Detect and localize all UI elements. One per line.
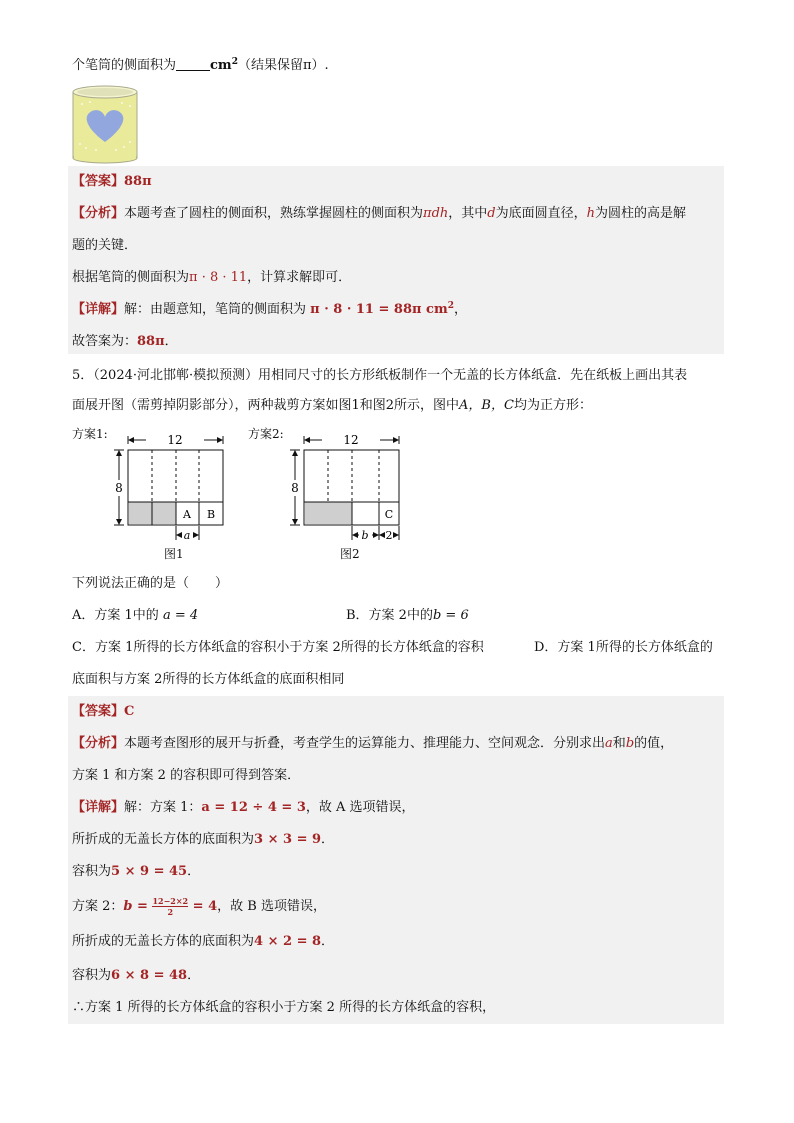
q4-analysis: 【分析】本题考查了圆柱的侧面积，熟练掌握圆柱的侧面积为πdh，其中d为底面圆直径，h为圆柱的高是解 [72,206,687,221]
fraction: $\frac{12-2\times 2}{2}$ [152,896,189,917]
q5-analysis-line2: 方案 1 和方案 2 的容积即可得到答案． [72,768,301,783]
q5-question: 下列说法正确的是（ ） [72,576,229,591]
figure2-width-label: 12 [343,433,359,447]
q5-detail-line5: 所折成的无盖长方体的底面积为4 × 2 = 8． [72,934,335,949]
figure1-scheme-label: 方案1: [72,427,108,441]
option-a: A．方案 1中的 a = 4 [72,608,199,623]
q4-question-line: 个笔筒的侧面积为 $cm^2$（结果保留π）. [72,57,329,73]
figure1-diagram [108,430,238,562]
q4-analysis-line2: 题的关键． [72,238,138,253]
figure2-height-label: 8 [291,481,299,495]
figure2-scheme-label: 方案2: [248,427,284,441]
figure2-caption: 图2 [340,547,360,561]
q5-detail-line3: 容积为5 × 9 = 45． [72,864,201,879]
q5-analysis: 【分析】本题考查图形的展开与折叠，考查学生的运算能力、推理能力、空间观念．分别求出a和b的值， [72,736,674,751]
answer-blank [176,57,210,71]
q4-analysis-line3: 根据笔筒的侧面积为π · 8 · 11，计算求解即可． [72,270,352,285]
option-b: B．方案 2中的b = 6 [346,608,469,623]
pen-holder-image [72,84,138,164]
figure1-height-label: 8 [115,481,123,495]
square-a-label: A [183,508,191,521]
option-c: C．方案 1所得的长方体纸盒的容积小于方案 2所得的长方体纸盒的容积 [72,640,484,655]
q4-detail: 【详解】解：由题意知，笔筒的侧面积为 π · 8 · 11 = 88π $cm^2$， [72,301,467,317]
figure2-diagram [284,430,414,562]
q5-answer: 【答案】C [72,704,135,719]
square-c-label: C [384,508,394,521]
q5-detail-line4: 方案 2：b = $\frac{12-2\times 2}{2}$ = 4，故 B 选项错误， [72,896,326,917]
q5-stem-line1: 5．（2024·河北邯郸·模拟预测）用相同尺寸的长方形纸板制作一个无盖的长方体纸盒．先在纸板上画出其表 [72,368,688,383]
q4-answer: 【答案】88π [72,174,152,189]
dimension-a-label: a [183,529,191,542]
q5-detail-line6: 容积为6 × 8 = 48． [72,968,201,983]
q4-solution-block [68,166,724,354]
figure1-width-label: 12 [167,433,183,447]
q5-conclusion: ∴方案 1 所得的长方体纸盒的容积小于方案 2 所得的长方体纸盒的容积， [72,1000,496,1015]
q5-stem-line2: 面展开图（需剪掉阴影部分），两种裁剪方案如图1和图2所示，图中A，B，C均为正方形： [72,398,592,413]
dimension-b-label: b [361,529,369,542]
q4-final: 故答案为：88π． [72,334,178,349]
option-d-continued: 底面积与方案 2所得的长方体纸盒的底面积相同 [72,672,345,687]
option-d: D．方案 1所得的长方体纸盒的 [534,640,713,655]
q5-detail: 【详解】解：方案 1：a = 12 ÷ 4 = 3，故 A 选项错误， [72,800,415,815]
figure1-caption: 图1 [164,547,184,561]
square-b-label: B [206,508,216,521]
q5-detail-line2: 所折成的无盖长方体的底面积为3 × 3 = 9． [72,832,335,847]
dimension-2-label: 2 [385,529,393,542]
